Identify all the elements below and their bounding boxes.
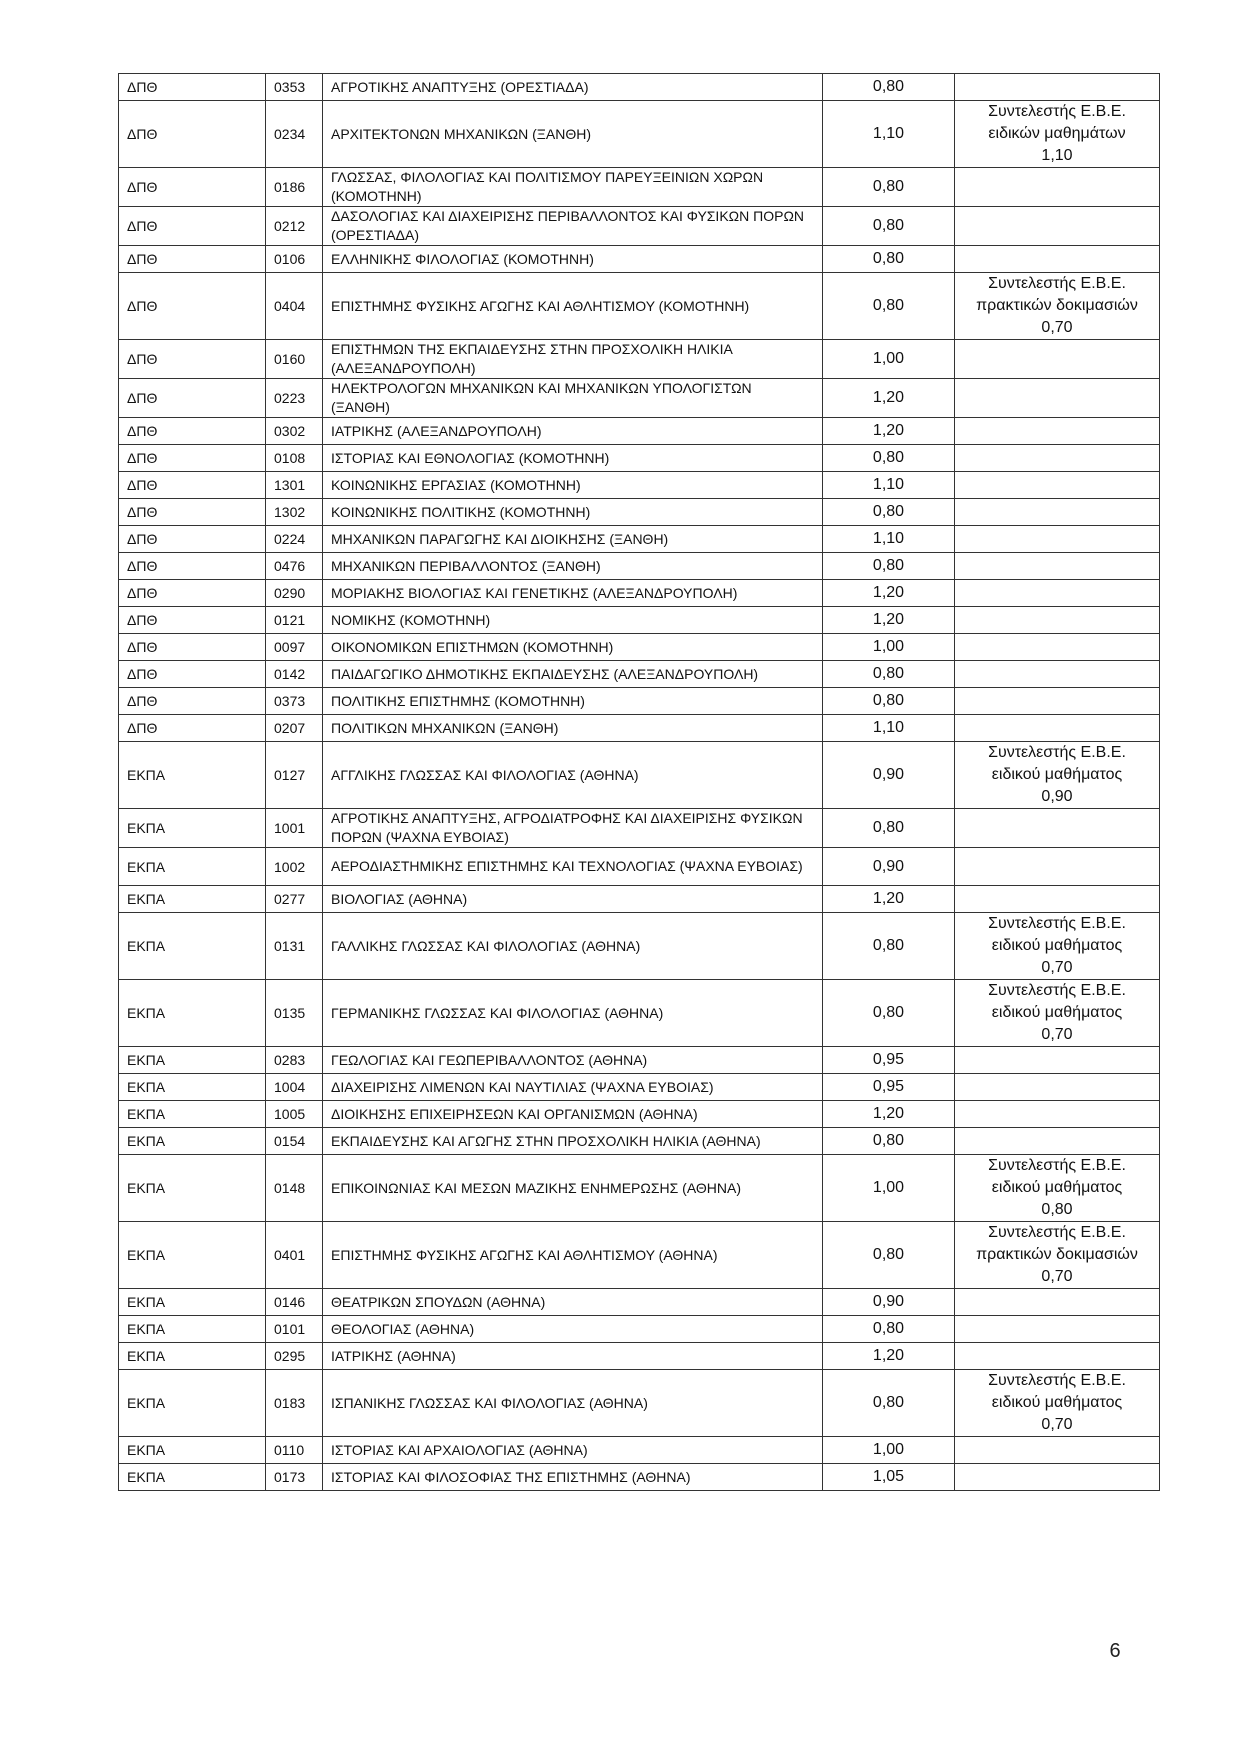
department-code-cell: 0146 [266,1289,323,1316]
note-line: Συντελεστής Ε.Β.Ε. [988,982,1126,999]
department-name-cell: ΠΟΛΙΤΙΚΩΝ ΜΗΧΑΝΙΚΩΝ (ΞΑΝΘΗ) [323,715,823,742]
table-row [119,418,1160,445]
coefficient-cell: 0,80 [823,553,955,580]
special-coefficient-note-cell [955,809,1160,848]
table-row [119,913,1160,980]
table-row [119,445,1160,472]
special-coefficient-note-cell [955,168,1160,207]
institution-cell: ΕΚΠΑ [119,1464,266,1491]
special-coefficient-note-cell [955,1222,1160,1289]
special-coefficient-note-cell [955,273,1160,340]
department-code-cell: 0224 [266,526,323,553]
special-coefficient-note-cell [955,886,1160,913]
table-row [119,1316,1160,1343]
institution-cell: ΔΠΘ [119,715,266,742]
institution-cell: ΔΠΘ [119,74,266,101]
institution-cell: ΔΠΘ [119,688,266,715]
special-coefficient-note-cell [955,246,1160,273]
department-code-cell: 0108 [266,445,323,472]
department-name-cell: ΓΛΩΣΣΑΣ, ΦΙΛΟΛΟΓΙΑΣ ΚΑΙ ΠΟΛΙΤΙΣΜΟΥ ΠΑΡΕΥΞΕΙΝΙΩΝ ΧΩΡΩΝ (ΚΟΜΟΤΗΝΗ) [323,168,823,207]
department-name-cell: ΑΓΡΟΤΙΚΗΣ ΑΝΑΠΤΥΞΗΣ, ΑΓΡΟΔΙΑΤΡΟΦΗΣ ΚΑΙ ΔΙΑΧΕΙΡΙΣΗΣ ΦΥΣΙΚΩΝ ΠΟΡΩΝ (ΨΑΧΝΑ ΕΥΒΟΙΑΣ) [323,809,823,848]
department-code-cell: 0186 [266,168,323,207]
note-line: ειδικού μαθήματος [991,1179,1123,1196]
department-code-cell: 1301 [266,472,323,499]
department-code-cell: 0173 [266,1464,323,1491]
institution-cell: ΔΠΘ [119,246,266,273]
department-code-cell: 0127 [266,742,323,809]
department-code-cell: 1001 [266,809,323,848]
coefficient-cell: 0,80 [823,661,955,688]
coefficient-cell: 0,80 [823,688,955,715]
department-name-cell: ΑΓΓΛΙΚΗΣ ΓΛΩΣΣΑΣ ΚΑΙ ΦΙΛΟΛΟΓΙΑΣ (ΑΘΗΝΑ) [323,742,823,809]
department-code-cell: 0373 [266,688,323,715]
table-row [119,74,1160,101]
coefficient-cell: 1,20 [823,1101,955,1128]
table-row [119,472,1160,499]
department-code-cell: 0302 [266,418,323,445]
institution-cell: ΔΠΘ [119,634,266,661]
table-row [119,1047,1160,1074]
coefficients-table [118,73,1160,1491]
coefficient-cell: 0,80 [823,913,955,980]
institution-cell: ΕΚΠΑ [119,1128,266,1155]
special-coefficient-note-cell [955,848,1160,886]
department-name-cell: ΠΑΙΔΑΓΩΓΙΚΟ ΔΗΜΟΤΙΚΗΣ ΕΚΠΑΙΔΕΥΣΗΣ (ΑΛΕΞΑΝΔΡΟΥΠΟΛΗ) [323,661,823,688]
special-coefficient-note-cell [955,742,1160,809]
department-code-cell: 0183 [266,1370,323,1437]
department-name-cell: ΘΕΟΛΟΓΙΑΣ (ΑΘΗΝΑ) [323,1316,823,1343]
institution-cell: ΔΠΘ [119,418,266,445]
table-row [119,688,1160,715]
table-row [119,1289,1160,1316]
coefficient-cell: 0,90 [823,742,955,809]
department-code-cell: 1302 [266,499,323,526]
table-row [119,1074,1160,1101]
coefficient-cell: 1,10 [823,472,955,499]
department-code-cell: 0110 [266,1437,323,1464]
department-name-cell: ΔΙΑΧΕΙΡΙΣΗΣ ΛΙΜΕΝΩΝ ΚΑΙ ΝΑΥΤΙΛΙΑΣ (ΨΑΧΝΑ ΕΥΒΟΙΑΣ) [323,1074,823,1101]
coefficient-cell: 1,00 [823,634,955,661]
department-name-cell: ΜΗΧΑΝΙΚΩΝ ΠΑΡΑΓΩΓΗΣ ΚΑΙ ΔΙΟΙΚΗΣΗΣ (ΞΑΝΘΗ) [323,526,823,553]
department-code-cell: 1005 [266,1101,323,1128]
coefficient-cell: 0,80 [823,1316,955,1343]
department-name-cell: ΔΙΟΙΚΗΣΗΣ ΕΠΙΧΕΙΡΗΣΕΩΝ ΚΑΙ ΟΡΓΑΝΙΣΜΩΝ (ΑΘΗΝΑ) [323,1101,823,1128]
table-row [119,848,1160,886]
special-coefficient-note-cell [955,1464,1160,1491]
institution-cell: ΔΠΘ [119,580,266,607]
department-code-cell: 0207 [266,715,323,742]
coefficient-cell: 1,00 [823,340,955,379]
table-row [119,379,1160,418]
note-line: πρακτικών δοκιμασιών [976,1246,1138,1263]
institution-cell: ΔΠΘ [119,340,266,379]
coefficient-cell: 1,10 [823,715,955,742]
coefficient-cell: 0,80 [823,809,955,848]
special-coefficient-note-cell [955,1343,1160,1370]
department-code-cell: 0154 [266,1128,323,1155]
institution-cell: ΕΚΠΑ [119,886,266,913]
special-coefficient-note-cell [955,715,1160,742]
institution-cell: ΔΠΘ [119,445,266,472]
note-line: ειδικού μαθήματος [991,937,1123,954]
department-name-cell: ΜΟΡΙΑΚΗΣ ΒΙΟΛΟΓΙΑΣ ΚΑΙ ΓΕΝΕΤΙΚΗΣ (ΑΛΕΞΑΝΔΡΟΥΠΟΛΗ) [323,580,823,607]
coefficient-cell: 0,80 [823,74,955,101]
note-line: Συντελεστής Ε.Β.Ε. [988,744,1126,761]
special-coefficient-note-cell [955,1128,1160,1155]
coefficient-cell: 0,80 [823,1222,955,1289]
note-line: ειδικών μαθημάτων [988,125,1126,142]
coefficient-cell: 1,20 [823,886,955,913]
coefficient-cell: 0,95 [823,1047,955,1074]
special-coefficient-note-cell [955,607,1160,634]
institution-cell: ΕΚΠΑ [119,742,266,809]
coefficient-cell: 0,80 [823,1128,955,1155]
special-coefficient-note-cell [955,913,1160,980]
note-line: 0,90 [1041,788,1073,805]
note-line: 0,70 [1041,1268,1073,1285]
department-name-cell: ΓΕΩΛΟΓΙΑΣ ΚΑΙ ΓΕΩΠΕΡΙΒΑΛΛΟΝΤΟΣ (ΑΘΗΝΑ) [323,1047,823,1074]
department-code-cell: 0283 [266,1047,323,1074]
institution-cell: ΔΠΘ [119,168,266,207]
institution-cell: ΕΚΠΑ [119,1155,266,1222]
coefficient-cell: 0,80 [823,445,955,472]
department-name-cell: ΜΗΧΑΝΙΚΩΝ ΠΕΡΙΒΑΛΛΟΝΤΟΣ (ΞΑΝΘΗ) [323,553,823,580]
department-code-cell: 0212 [266,207,323,246]
institution-cell: ΕΚΠΑ [119,1289,266,1316]
table-row [119,980,1160,1047]
department-name-cell: ΠΟΛΙΤΙΚΗΣ ΕΠΙΣΤΗΜΗΣ (ΚΟΜΟΤΗΝΗ) [323,688,823,715]
table-row [119,1155,1160,1222]
institution-cell: ΕΚΠΑ [119,1343,266,1370]
note-line: Συντελεστής Ε.Β.Ε. [988,915,1126,932]
department-code-cell: 0295 [266,1343,323,1370]
coefficient-cell: 0,80 [823,168,955,207]
department-code-cell: 0223 [266,379,323,418]
department-name-cell: ΒΙΟΛΟΓΙΑΣ (ΑΘΗΝΑ) [323,886,823,913]
note-line: 0,70 [1041,1416,1073,1433]
institution-cell: ΔΠΘ [119,553,266,580]
special-coefficient-note-cell [955,101,1160,168]
coefficient-cell: 0,90 [823,848,955,886]
department-code-cell: 0401 [266,1222,323,1289]
table-row [119,715,1160,742]
institution-cell: ΕΚΠΑ [119,809,266,848]
department-name-cell: ΕΠΙΣΤΗΜΩΝ ΤΗΣ ΕΚΠΑΙΔΕΥΣΗΣ ΣΤΗΝ ΠΡΟΣΧΟΛΙΚΗ ΗΛΙΚΙΑ (ΑΛΕΞΑΝΔΡΟΥΠΟΛΗ) [323,340,823,379]
note-line: 0,70 [1041,1026,1073,1043]
department-code-cell: 0353 [266,74,323,101]
special-coefficient-note-cell [955,340,1160,379]
department-name-cell: ΕΚΠΑΙΔΕΥΣΗΣ ΚΑΙ ΑΓΩΓΗΣ ΣΤΗΝ ΠΡΟΣΧΟΛΙΚΗ ΗΛΙΚΙΑ (ΑΘΗΝΑ) [323,1128,823,1155]
special-coefficient-note-cell [955,661,1160,688]
special-coefficient-note-cell [955,1289,1160,1316]
table-row [119,1128,1160,1155]
table-row [119,1222,1160,1289]
department-name-cell: ΕΠΙΣΤΗΜΗΣ ΦΥΣΙΚΗΣ ΑΓΩΓΗΣ ΚΑΙ ΑΘΛΗΤΙΣΜΟΥ (ΑΘΗΝΑ) [323,1222,823,1289]
department-code-cell: 0404 [266,273,323,340]
institution-cell: ΕΚΠΑ [119,1222,266,1289]
institution-cell: ΕΚΠΑ [119,980,266,1047]
table-row [119,886,1160,913]
department-name-cell: ΔΑΣΟΛΟΓΙΑΣ ΚΑΙ ΔΙΑΧΕΙΡΙΣΗΣ ΠΕΡΙΒΑΛΛΟΝΤΟΣ ΚΑΙ ΦΥΣΙΚΩΝ ΠΟΡΩΝ (ΟΡΕΣΤΙΑΔΑ) [323,207,823,246]
special-coefficient-note-cell [955,1047,1160,1074]
institution-cell: ΕΚΠΑ [119,1370,266,1437]
department-code-cell: 0476 [266,553,323,580]
coefficient-cell: 1,00 [823,1437,955,1464]
table-row [119,340,1160,379]
special-coefficient-note-cell [955,580,1160,607]
department-code-cell: 0101 [266,1316,323,1343]
note-line: Συντελεστής Ε.Β.Ε. [988,1372,1126,1389]
department-name-cell: ΘΕΑΤΡΙΚΩΝ ΣΠΟΥΔΩΝ (ΑΘΗΝΑ) [323,1289,823,1316]
table-row [119,1437,1160,1464]
special-coefficient-note-cell [955,1316,1160,1343]
department-code-cell: 0135 [266,980,323,1047]
department-name-cell: ΙΣΤΟΡΙΑΣ ΚΑΙ ΦΙΛΟΣΟΦΙΑΣ ΤΗΣ ΕΠΙΣΤΗΜΗΣ (ΑΘΗΝΑ) [323,1464,823,1491]
special-coefficient-note-cell [955,553,1160,580]
department-name-cell: ΙΣΤΟΡΙΑΣ ΚΑΙ ΕΘΝΟΛΟΓΙΑΣ (ΚΟΜΟΤΗΝΗ) [323,445,823,472]
special-coefficient-note-cell [955,1074,1160,1101]
table-row [119,1343,1160,1370]
special-coefficient-note-cell [955,688,1160,715]
coefficient-cell: 0,80 [823,1370,955,1437]
page-number: 6 [1109,1640,1121,1662]
department-code-cell: 1002 [266,848,323,886]
department-name-cell: ΙΣΠΑΝΙΚΗΣ ΓΛΩΣΣΑΣ ΚΑΙ ΦΙΛΟΛΟΓΙΑΣ (ΑΘΗΝΑ) [323,1370,823,1437]
department-code-cell: 0097 [266,634,323,661]
department-name-cell: ΓΑΛΛΙΚΗΣ ΓΛΩΣΣΑΣ ΚΑΙ ΦΙΛΟΛΟΓΙΑΣ (ΑΘΗΝΑ) [323,913,823,980]
institution-cell: ΔΠΘ [119,101,266,168]
note-line: Συντελεστής Ε.Β.Ε. [988,275,1126,292]
table-row [119,101,1160,168]
special-coefficient-note-cell [955,445,1160,472]
department-name-cell: ΑΓΡΟΤΙΚΗΣ ΑΝΑΠΤΥΞΗΣ (ΟΡΕΣΤΙΑΔΑ) [323,74,823,101]
special-coefficient-note-cell [955,526,1160,553]
institution-cell: ΕΚΠΑ [119,1074,266,1101]
note-line: 0,70 [1041,319,1073,336]
special-coefficient-note-cell [955,379,1160,418]
table-row [119,168,1160,207]
coefficient-cell: 0,90 [823,1289,955,1316]
special-coefficient-note-cell [955,980,1160,1047]
coefficient-cell: 1,20 [823,379,955,418]
institution-cell: ΕΚΠΑ [119,1101,266,1128]
institution-cell: ΔΠΘ [119,207,266,246]
special-coefficient-note-cell [955,207,1160,246]
special-coefficient-note-cell [955,1155,1160,1222]
coefficient-cell: 0,80 [823,207,955,246]
table-row [119,1464,1160,1491]
institution-cell: ΔΠΘ [119,499,266,526]
note-line: 0,80 [1041,1201,1073,1218]
table-row [119,207,1160,246]
table-row [119,580,1160,607]
special-coefficient-note-cell [955,74,1160,101]
table-row [119,661,1160,688]
institution-cell: ΕΚΠΑ [119,848,266,886]
department-name-cell: ΙΣΤΟΡΙΑΣ ΚΑΙ ΑΡΧΑΙΟΛΟΓΙΑΣ (ΑΘΗΝΑ) [323,1437,823,1464]
department-name-cell: ΕΠΙΚΟΙΝΩΝΙΑΣ ΚΑΙ ΜΕΣΩΝ ΜΑΖΙΚΗΣ ΕΝΗΜΕΡΩΣΗΣ (ΑΘΗΝΑ) [323,1155,823,1222]
table-row [119,809,1160,848]
table-row [119,273,1160,340]
department-code-cell: 0290 [266,580,323,607]
department-name-cell: ΙΑΤΡΙΚΗΣ (ΑΘΗΝΑ) [323,1343,823,1370]
note-line: 1,10 [1041,147,1073,164]
department-name-cell: ΕΛΛΗΝΙΚΗΣ ΦΙΛΟΛΟΓΙΑΣ (ΚΟΜΟΤΗΝΗ) [323,246,823,273]
department-name-cell: ΕΠΙΣΤΗΜΗΣ ΦΥΣΙΚΗΣ ΑΓΩΓΗΣ ΚΑΙ ΑΘΛΗΤΙΣΜΟΥ (ΚΟΜΟΤΗΝΗ) [323,273,823,340]
table-row [119,634,1160,661]
department-code-cell: 0160 [266,340,323,379]
table-row [119,607,1160,634]
department-code-cell: 0234 [266,101,323,168]
institution-cell: ΔΠΘ [119,273,266,340]
department-name-cell: ΚΟΙΝΩΝΙΚΗΣ ΕΡΓΑΣΙΑΣ (ΚΟΜΟΤΗΝΗ) [323,472,823,499]
institution-cell: ΔΠΘ [119,526,266,553]
table-row [119,526,1160,553]
table-row [119,1370,1160,1437]
coefficient-cell: 0,80 [823,980,955,1047]
institution-cell: ΕΚΠΑ [119,1316,266,1343]
institution-cell: ΕΚΠΑ [119,913,266,980]
coefficient-cell: 1,05 [823,1464,955,1491]
coefficient-cell: 1,20 [823,580,955,607]
coefficient-cell: 0,80 [823,273,955,340]
special-coefficient-note-cell [955,472,1160,499]
department-name-cell: ΙΑΤΡΙΚΗΣ (ΑΛΕΞΑΝΔΡΟΥΠΟΛΗ) [323,418,823,445]
institution-cell: ΔΠΘ [119,661,266,688]
note-line: πρακτικών δοκιμασιών [976,297,1138,314]
coefficient-cell: 0,95 [823,1074,955,1101]
department-code-cell: 0148 [266,1155,323,1222]
note-line: Συντελεστής Ε.Β.Ε. [988,1224,1126,1241]
table-row [119,742,1160,809]
special-coefficient-note-cell [955,1101,1160,1128]
department-name-cell: ΑΕΡΟΔΙΑΣΤΗΜΙΚΗΣ ΕΠΙΣΤΗΜΗΣ ΚΑΙ ΤΕΧΝΟΛΟΓΙΑΣ (ΨΑΧΝΑ ΕΥΒΟΙΑΣ) [323,848,823,886]
special-coefficient-note-cell [955,418,1160,445]
coefficient-cell: 1,20 [823,418,955,445]
coefficient-cell: 0,80 [823,246,955,273]
department-name-cell: ΗΛΕΚΤΡΟΛΟΓΩΝ ΜΗΧΑΝΙΚΩΝ ΚΑΙ ΜΗΧΑΝΙΚΩΝ ΥΠΟΛΟΓΙΣΤΩΝ (ΞΑΝΘΗ) [323,379,823,418]
coefficient-cell: 1,20 [823,607,955,634]
department-name-cell: ΟΙΚΟΝΟΜΙΚΩΝ ΕΠΙΣΤΗΜΩΝ (ΚΟΜΟΤΗΝΗ) [323,634,823,661]
institution-cell: ΕΚΠΑ [119,1437,266,1464]
special-coefficient-note-cell [955,634,1160,661]
department-code-cell: 0277 [266,886,323,913]
coefficient-cell: 0,80 [823,499,955,526]
institution-cell: ΔΠΘ [119,607,266,634]
table-row [119,553,1160,580]
table-row [119,246,1160,273]
special-coefficient-note-cell [955,499,1160,526]
coefficient-cell: 1,10 [823,101,955,168]
coefficient-cell: 1,10 [823,526,955,553]
department-code-cell: 0106 [266,246,323,273]
note-line: Συντελεστής Ε.Β.Ε. [988,1157,1126,1174]
department-name-cell: ΑΡΧΙΤΕΚΤΟΝΩΝ ΜΗΧΑΝΙΚΩΝ (ΞΑΝΘΗ) [323,101,823,168]
special-coefficient-note-cell [955,1370,1160,1437]
note-line: Συντελεστής Ε.Β.Ε. [988,103,1126,120]
department-code-cell: 0121 [266,607,323,634]
department-code-cell: 0142 [266,661,323,688]
note-line: ειδικού μαθήματος [991,1004,1123,1021]
coefficient-cell: 1,20 [823,1343,955,1370]
department-name-cell: ΓΕΡΜΑΝΙΚΗΣ ΓΛΩΣΣΑΣ ΚΑΙ ΦΙΛΟΛΟΓΙΑΣ (ΑΘΗΝΑ) [323,980,823,1047]
department-name-cell: ΝΟΜΙΚΗΣ (ΚΟΜΟΤΗΝΗ) [323,607,823,634]
special-coefficient-note-cell [955,1437,1160,1464]
department-code-cell: 1004 [266,1074,323,1101]
coefficient-cell: 1,00 [823,1155,955,1222]
note-line: ειδικού μαθήματος [991,1394,1123,1411]
institution-cell: ΕΚΠΑ [119,1047,266,1074]
note-line: ειδικού μαθήματος [991,766,1123,783]
department-code-cell: 0131 [266,913,323,980]
table-row [119,499,1160,526]
institution-cell: ΔΠΘ [119,472,266,499]
institution-cell: ΔΠΘ [119,379,266,418]
note-line: 0,70 [1041,959,1073,976]
department-name-cell: ΚΟΙΝΩΝΙΚΗΣ ΠΟΛΙΤΙΚΗΣ (ΚΟΜΟΤΗΝΗ) [323,499,823,526]
table-row [119,1101,1160,1128]
